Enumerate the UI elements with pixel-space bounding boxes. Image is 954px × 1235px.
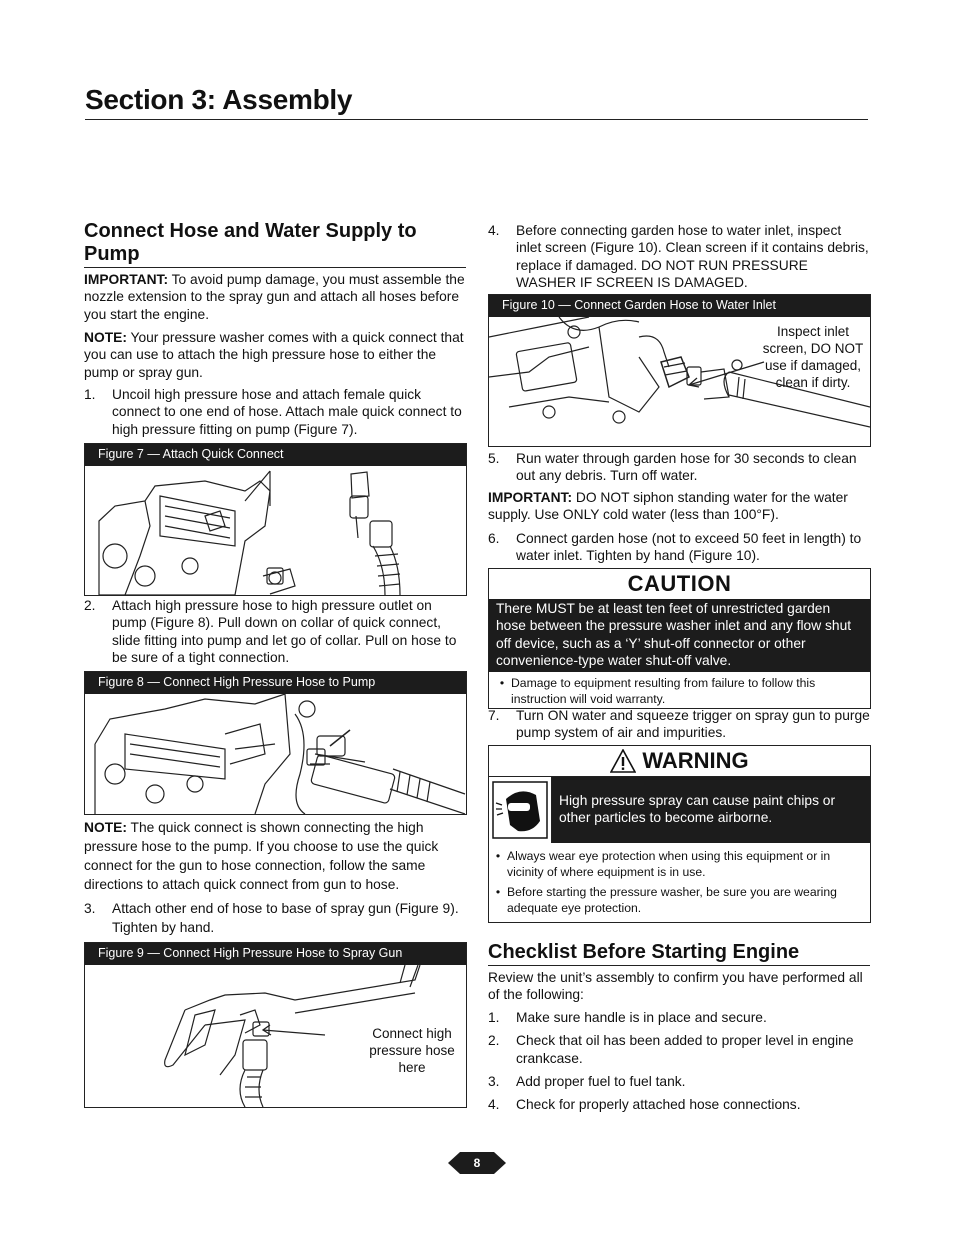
important-text-right: DO NOT siphon standing water for the water supply. Use ONLY cold water (less than 100°F). (488, 490, 848, 523)
step-6: 6. Connect garden hose (not to exceed 50 feet in length) to water inlet. Tighten by hand (Figure 10). (488, 531, 862, 564)
checklist-item: 2. Check that oil has been added to proper level in engine crankcase. (488, 1033, 854, 1066)
figure-8-caption: Figure 8 — Connect High Pressure Hose to Pump (85, 672, 466, 694)
figure-10-illustration (489, 317, 870, 446)
checklist-intro: Review the unit’s assembly to confirm you have performed all of the following: (488, 970, 863, 1003)
title-rule (85, 119, 868, 120)
step-1: 1. Uncoil high pressure hose and attach female quick connect to one end of hose. Attach male quick connect to high pressure fitting on pump (Figure 7). (84, 387, 462, 437)
checklist-item: 3. Add proper fuel to fuel tank. (488, 1073, 686, 1089)
figure-10 (488, 294, 871, 447)
important-paragraph (84, 271, 466, 323)
checklist-heading-block (488, 941, 870, 966)
checklist-heading: Checklist Before Starting Engine (488, 941, 800, 963)
step-7: 7. Turn ON water and squeeze trigger on spray gun to purge pump system of air and impurities. (488, 708, 870, 741)
figure-10-caption: Figure 10 — Connect Garden Hose to Water Inlet (489, 295, 870, 317)
warning-header (489, 746, 870, 777)
warning-triangle-icon (610, 749, 636, 773)
caution-text: There MUST be at least ten feet of unrestricted garden hose between the pressure washer inlet and any flow shut off device, such as a ‘Y’ shut-off connector or other convenience-type water shut-off valve. (489, 599, 870, 672)
eye-protection-icon (489, 777, 552, 843)
warning-text: High pressure spray can cause paint chips or other particles to become airborne. (552, 777, 870, 843)
figure-10-callout: Inspect inlet screen, DO NOT use if damaged, clean if dirty. (762, 324, 864, 390)
page-number-text: 8 (473, 1156, 481, 1170)
important-paragraph-right (488, 489, 870, 524)
heading-rule (84, 267, 466, 268)
figure-8-illustration (85, 694, 466, 814)
figure-9-caption: Figure 9 — Connect High Pressure Hose to Spray Gun (85, 943, 466, 965)
page-title: Section 3: Assembly (85, 84, 353, 115)
figure-9 (84, 942, 467, 1108)
note-text: Your pressure washer comes with a quick connect that you can use to attach the high pressure hose to either the pump or spray gun. (84, 330, 464, 380)
note-label: NOTE: (84, 330, 127, 345)
warning-bullet-1: • Always wear eye protection when using this equipment or in vicinity of where equipment is in use. (495, 849, 831, 879)
step-3: 3. Attach other end of hose to base of spray gun (Figure 9). Tighten by hand. (84, 901, 459, 935)
note-paragraph (84, 329, 466, 381)
checklist-item: 4. Check for properly attached hose connections. (488, 1097, 801, 1113)
note-label-2: NOTE: (84, 820, 127, 835)
figure-7-illustration (85, 466, 466, 595)
figure-7-caption: Figure 7 — Attach Quick Connect (85, 444, 466, 466)
checklist-item: 1. Make sure handle is in place and secure. (488, 1010, 767, 1025)
caution-box (488, 568, 871, 709)
note-text-2: The quick connect is shown connecting the high pressure hose to the pump. If you choose to use the quick connect for the gun to hose connection, follow the same directions to attach quick connect from gun to hose. (84, 820, 439, 892)
warning-bullets (489, 843, 870, 916)
page-number (448, 1152, 506, 1174)
important-text: To avoid pump damage, you must assemble the nozzle extension to the spray gun and attach all hoses before you start the engine. (84, 272, 465, 322)
figure-7 (84, 443, 467, 596)
warning-box (488, 745, 871, 923)
checklist (488, 1009, 870, 1113)
step-5: 5. Run water through garden hose for 30 seconds to clean out any debris. Turn off water. (488, 451, 857, 484)
important-label-right: IMPORTANT: (488, 490, 573, 505)
caution-bullets (489, 672, 870, 707)
warning-dark-panel (489, 777, 870, 843)
step-4: 4. Before connecting garden hose to water inlet, inspect inlet screen (Figure 10). Clean screen if it contains debris, replace if damaged. DO NOT RUN PRESSURE WASHER IF SCREEN IS DAMAGED. (488, 223, 869, 290)
caution-title: CAUTION (627, 571, 732, 596)
section-heading-connect-hose: Connect Hose and Water Supply to Pump (84, 220, 417, 265)
caution-bullet: • Damage to equipment resulting from failure to follow this instruction will void warranty. (499, 676, 816, 706)
figure-8 (84, 671, 467, 815)
warning-title: WARNING (642, 748, 749, 773)
figure-9-illustration (85, 965, 466, 1107)
step-2: 2. Attach high pressure hose to high pressure outlet on pump (Figure 8). Pull down on collar of quick connect, slide fitting into pump and let go of collar. Pull on hose to be sure of a tight connection. (84, 598, 457, 665)
left-heading-block (84, 220, 466, 268)
checklist-rule (488, 965, 870, 966)
important-label: IMPORTANT: (84, 272, 169, 287)
figure-9-callout: Connect high pressure hose here (369, 1026, 455, 1075)
note-paragraph-2 (84, 818, 466, 894)
warning-bullet-2: • Before starting the pressure washer, be sure you are wearing adequate eye protection. (495, 885, 837, 915)
